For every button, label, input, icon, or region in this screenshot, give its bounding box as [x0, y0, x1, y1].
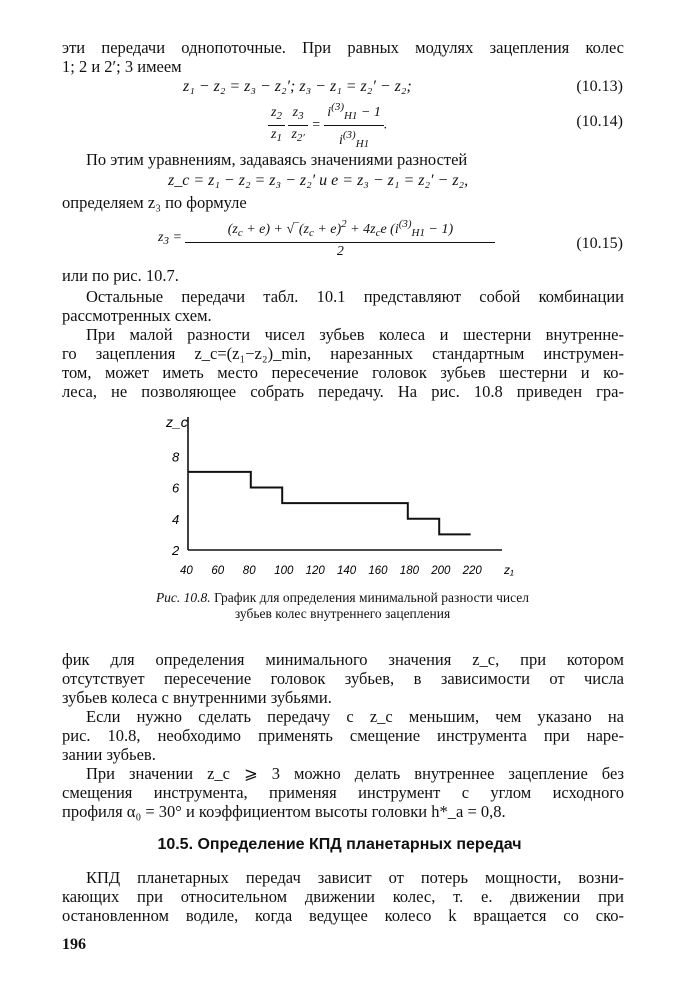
equation-number-10-13: (10.13) [576, 78, 623, 95]
paragraph-differences: По этим уравнениям, задаваясь значениями разностей [86, 150, 468, 169]
equation-10-15: $z_3$ = $\frac{(z_c + e) + √‾(z_c + e)^2 + 4z_ce (i^{(3)}_{H1} - 1)}{2}$ [158, 215, 495, 261]
p2-line-1: Остальные передачи табл. 10.1 представляют собой комбинации [86, 287, 624, 306]
paragraph-or-figure: или по рис. 10.7. [62, 266, 179, 285]
p5-line-3: зании зубьев. [62, 745, 156, 764]
equation-10-14: $\frac{z_2}{z_1}$ $\frac{z_3}{z_{2'}}$ = $\frac{i^{(3)}_{H1} - 1}{i^{(3)}_{H1}}$ . [268, 98, 387, 153]
equation-differences: z_c = z₁ − z₂ = z₃ − z₂′ и e = z₃ − z₁ = z₂′ − z₂, [168, 172, 469, 189]
p6-line-1: При значении z_c ⩾ 3 можно делать внутреннее зацепление без [86, 764, 624, 783]
p5-line-2: рис. 10.8, необходимо применять смещение инструмента при наре- [62, 726, 624, 745]
p7-line-1: КПД планетарных передач зависит от потерь мощности, возни- [86, 868, 624, 887]
p6-line-3: профиля α₀ = 30° и коэффициентом высоты головки h*_a = 0,8. [62, 802, 506, 821]
step-series-line [188, 472, 471, 535]
intro-paragraph [62, 38, 624, 76]
p4-line-2: отсутствует пересечение головок зубьев, в зависимости от числа [62, 669, 624, 688]
x-axis-label: z₁ [504, 563, 514, 577]
p3-line-3: том, может иметь место пересечение головок зубьев шестерни и ко- [62, 363, 624, 382]
x-tick-label: 80 [242, 565, 256, 577]
x-tick-label: 160 [368, 565, 388, 577]
paragraph-efficiency [62, 868, 624, 925]
page-number: 196 [62, 936, 86, 953]
intro-line-1: эти передачи однопоточные. При равных модулях зацепления колес [62, 38, 624, 57]
x-tick-label: 40 [180, 565, 193, 577]
figure-10-8-chart [150, 405, 530, 585]
x-tick-label: 120 [305, 565, 325, 577]
p6-line-2: смещения инструмента, применяя инструмент с углом исходного [62, 783, 624, 802]
p4-line-1: фик для определения минимального значения z_c, при котором [62, 650, 624, 669]
y-tick-label: 2 [172, 543, 180, 558]
y-tick-label: 6 [172, 480, 180, 496]
paragraph-small-difference [62, 325, 624, 401]
equation-number-10-15: (10.15) [576, 235, 623, 252]
p3-line-4: леса, не позволяющее собрать передачу. На рис. 10.8 приведен гра- [62, 382, 624, 401]
x-tick-label: 220 [462, 565, 482, 577]
p7-line-3: остановленном водиле, когда ведущее колесо k вращается со ско- [62, 906, 624, 925]
equation-number-10-14: (10.14) [576, 113, 623, 130]
y-tick-label: 4 [172, 511, 180, 527]
section-heading: 10.5. Определение КПД планетарных передач [157, 836, 522, 853]
p3-line-2: го зацепления z_c=(z₁−z₂)_min, нарезанных стандартным инструмен- [62, 344, 624, 363]
x-tick-label: 200 [431, 565, 451, 577]
p3-line-1: При малой разности чисел зубьев колеса и шестерни внутренне- [86, 325, 624, 344]
p4-line-3: зубьев колеса с внутренними зубьями. [62, 688, 332, 707]
p7-line-2: кающих при относительном движении колес, т. е. движении при [62, 887, 624, 906]
p2-line-2: рассмотренных схем. [62, 306, 212, 325]
paragraph-internal-mesh [62, 764, 624, 821]
x-tick-label: 140 [337, 565, 357, 577]
paragraph-other-gears [62, 287, 624, 325]
paragraph-tool-shift [62, 707, 624, 764]
y-axis-label: z_c [166, 414, 188, 430]
caption-text: График для определения минимальной разности чисел зубьев колес внутреннего зацепления [214, 590, 530, 621]
paragraph-graph-description [62, 650, 624, 707]
intro-line-2: 1; 2 и 2′; 3 имеем [62, 57, 182, 76]
equation-10-13: z₁ − z₂ = z₃ − z₂′; z₃ − z₁ = z₂′ − z₂; [183, 78, 412, 95]
x-tick-label: 180 [399, 565, 419, 577]
figure-caption [150, 590, 535, 622]
y-tick-label: 8 [172, 449, 180, 465]
x-tick-label: 60 [211, 565, 225, 577]
caption-label: Рис. 10.8. [155, 590, 211, 605]
paragraph-formula: определяем z₃ по формуле [62, 193, 247, 212]
p5-line-1: Если нужно сделать передачу с z_c меньшим, чем указано на [86, 707, 624, 726]
x-tick-label: 100 [274, 565, 294, 577]
